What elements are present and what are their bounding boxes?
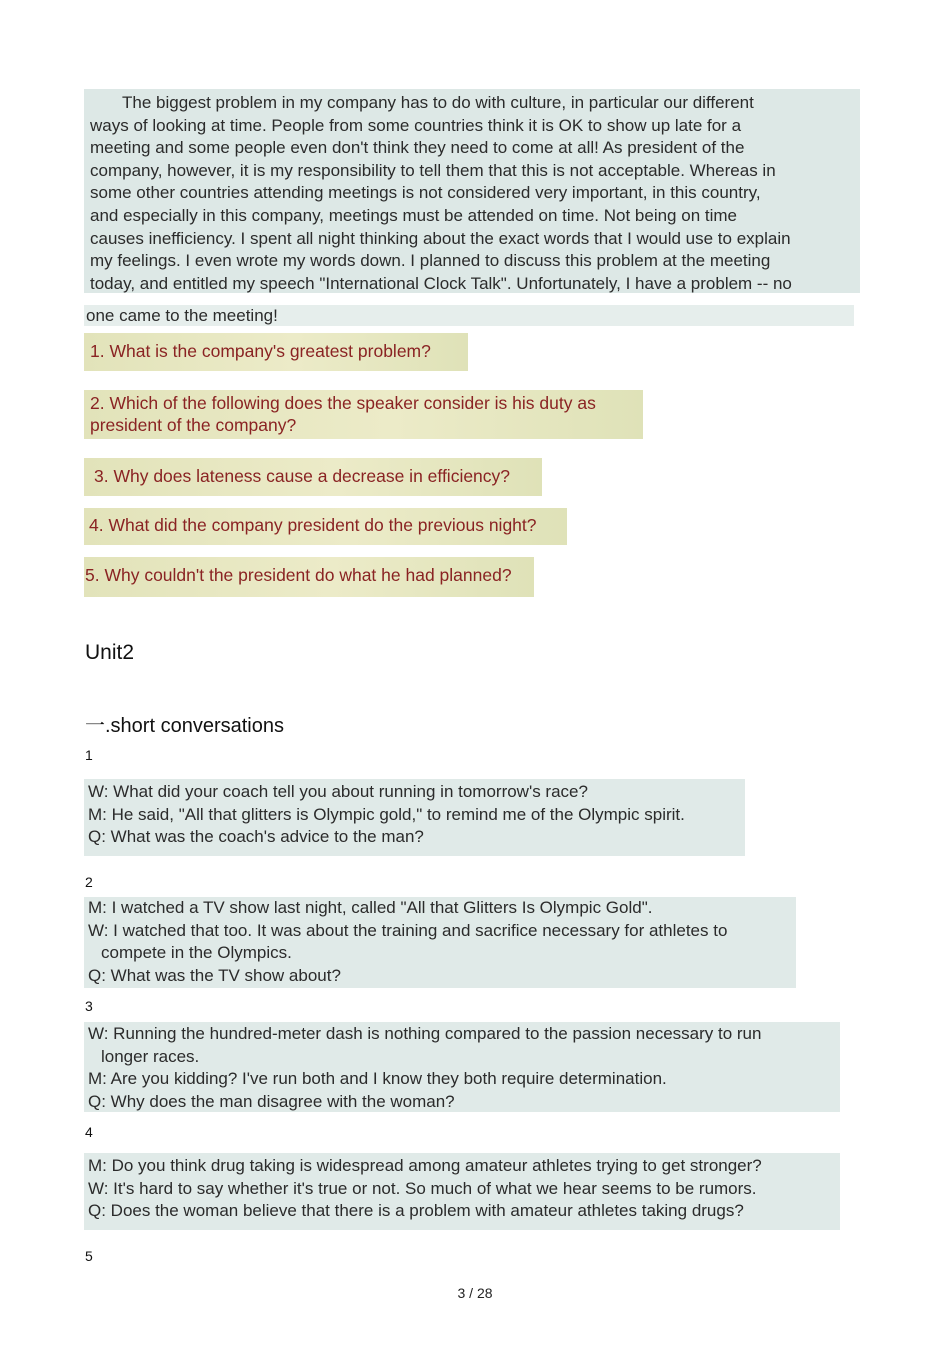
conversation-1 <box>84 779 745 856</box>
conversation-2 <box>84 897 796 988</box>
passage-line: ways of looking at time. People from some countries think it is OK to show up late for a <box>90 115 742 135</box>
passage-continuation: one came to the meeting! <box>84 305 854 326</box>
passage-line: and especially in this company, meetings must be attended on time. Not being on time <box>90 205 737 225</box>
conversation-line: Q: Why does the man disagree with the woman? <box>88 1091 455 1111</box>
question-text: president of the company? <box>90 415 297 435</box>
question-text: 4. What did the company president do the previous night? <box>89 515 537 535</box>
unit-heading: Unit2 <box>85 641 135 664</box>
page-indicator: 3 / 28 <box>457 1285 493 1301</box>
conversation-line: longer races. <box>101 1046 200 1066</box>
question-4 <box>84 508 567 545</box>
passage-line: The biggest problem in my company has to do with culture, in particular our different <box>122 93 754 112</box>
conversation-line: W: What did your coach tell you about running in tomorrow's race? <box>88 782 588 801</box>
conversation-line: Q: Does the woman believe that there is a problem with amateur athletes taking drugs? <box>88 1201 744 1221</box>
passage-block <box>84 89 860 293</box>
question-5 <box>84 557 534 597</box>
question-3 <box>84 458 542 496</box>
conversation-number: 3 <box>85 998 93 1014</box>
question-1 <box>84 333 468 371</box>
conversation-line: M: Are you kidding? I've run both and I know they both require determination. <box>88 1069 667 1089</box>
conversation-number: 5 <box>85 1248 93 1264</box>
question-text: 2. Which of the following does the speaker consider is his duty as <box>90 393 596 413</box>
conversation-line: M: He said, "All that glitters is Olympic gold," to remind me of the Olympic spirit. <box>88 804 685 824</box>
conversation-line: W: It's hard to say whether it's true or not. So much of what we hear seems to be rumors. <box>88 1178 757 1198</box>
passage-line: meeting and some people even don't think they need to come at all! As president of the <box>90 138 745 158</box>
conversation-line: M: Do you think drug taking is widespread among amateur athletes trying to get stronger? <box>88 1156 762 1175</box>
passage-line: today, and entitled my speech "International Clock Talk". Unfortunately, I have a problem -- no <box>90 273 792 293</box>
passage-line: some other countries attending meetings is not considered very important, in this country, <box>90 183 761 203</box>
question-text: 5. Why couldn't the president do what he had planned? <box>85 565 512 585</box>
conversation-line: W: Running the hundred-meter dash is nothing compared to the passion necessary to run <box>88 1024 762 1043</box>
conversation-number: 1 <box>85 747 93 763</box>
passage-line: my feelings. I even wrote my words down. I planned to discuss this problem at the meeting <box>90 251 771 271</box>
question-text: 3. Why does lateness cause a decrease in efficiency? <box>94 466 511 486</box>
conversation-line: compete in the Olympics. <box>101 943 292 963</box>
conversation-number: 4 <box>85 1124 93 1140</box>
conversation-line: M: I watched a TV show last night, called "All that Glitters Is Olympic Gold". <box>88 898 653 917</box>
conversation-4 <box>84 1153 840 1230</box>
conversation-line: Q: What was the coach's advice to the man? <box>88 827 424 847</box>
question-2 <box>84 390 643 439</box>
conversation-line: W: I watched that too. It was about the training and sacrifice necessary for athletes to <box>88 920 728 940</box>
conversation-line: Q: What was the TV show about? <box>88 965 341 985</box>
question-text: 1. What is the company's greatest problem? <box>90 341 431 361</box>
conversation-number: 2 <box>85 874 93 890</box>
conversation-3 <box>84 1022 840 1112</box>
section-heading: 一.short conversations <box>85 715 284 737</box>
passage-line: causes inefficiency. I spent all night thinking about the exact words that I would use to explain <box>90 228 791 248</box>
passage-line: company, however, it is my responsibility to tell them that this is not acceptable. Whereas in <box>90 160 776 180</box>
